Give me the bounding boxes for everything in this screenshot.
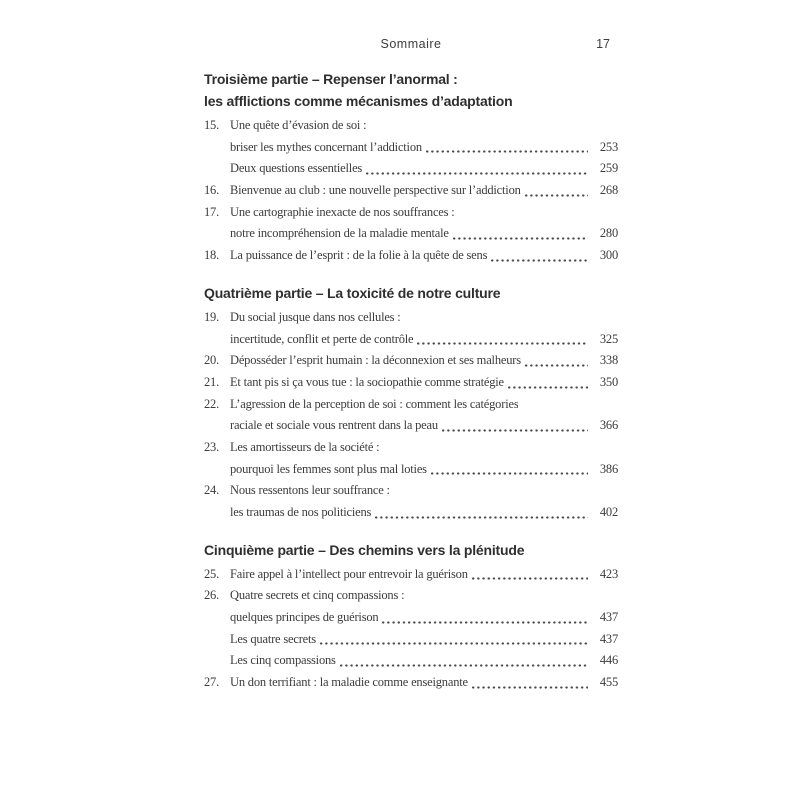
entry-page-number: 259 — [599, 161, 618, 176]
toc-section — [204, 539, 618, 694]
toc-entry — [204, 245, 618, 267]
toc-line — [204, 245, 618, 267]
toc-line — [204, 459, 618, 481]
dot-leader — [366, 158, 588, 180]
toc-entry — [204, 394, 618, 437]
entry-number — [204, 502, 230, 524]
toc-line — [204, 437, 618, 459]
toc-line — [204, 564, 618, 586]
entry-number: 26. — [204, 588, 220, 603]
toc-line — [204, 650, 618, 672]
entry-page-number: 300 — [599, 248, 618, 263]
dot-leader — [340, 650, 588, 672]
toc-line — [204, 202, 618, 224]
toc-line — [204, 307, 618, 329]
toc-line — [204, 607, 618, 629]
entry-text: Bienvenue au club : une nouvelle perspective sur l’addiction — [230, 183, 521, 198]
entry-page-number: 455 — [599, 675, 618, 690]
entry-page-number: 437 — [599, 610, 618, 625]
running-head — [204, 36, 618, 53]
entry-number: 22. — [204, 396, 220, 411]
entry-text: quelques principes de guérison — [230, 610, 379, 625]
toc-entry — [204, 564, 618, 586]
entry-number: 23. — [204, 439, 220, 454]
entry-number — [204, 607, 230, 629]
dot-leader — [525, 180, 588, 202]
entry-text: Faire appel à l’intellect pour entrevoir la guérison — [230, 566, 468, 581]
entry-page-number: 386 — [599, 461, 618, 476]
entry-text: Une cartographie inexacte de nos souffrances : — [230, 204, 455, 219]
dot-leader — [442, 415, 588, 437]
section-heading — [204, 539, 618, 561]
entry-number — [204, 629, 230, 651]
entry-number — [204, 137, 230, 159]
entry-page-number: 253 — [599, 139, 618, 154]
entry-text: briser les mythes concernant l’addiction — [230, 139, 422, 154]
toc-line — [204, 350, 618, 372]
dot-leader — [525, 350, 588, 372]
entry-number: 20. — [204, 353, 220, 368]
dot-leader — [453, 223, 588, 245]
toc-line — [204, 502, 618, 524]
entry-text: Et tant pis si ça vous tue : la sociopathie comme stratégie — [230, 374, 504, 389]
toc-line — [204, 394, 618, 416]
page-content — [204, 36, 618, 694]
toc-entry — [204, 585, 618, 672]
dot-leader — [382, 607, 588, 629]
entry-text: Les amortisseurs de la société : — [230, 439, 380, 454]
section-heading-line: Cinquième partie – Des chemins vers la plénitude — [204, 541, 525, 558]
toc-entry — [204, 180, 618, 202]
toc-section — [204, 68, 618, 267]
dot-leader — [491, 245, 588, 267]
entry-number: 16. — [204, 183, 220, 198]
toc-line — [204, 223, 618, 245]
toc-entry — [204, 115, 618, 180]
toc-entry — [204, 480, 618, 523]
entry-text: L’agression de la perception de soi : comment les catégories — [230, 396, 519, 411]
dot-leader — [508, 372, 588, 394]
section-heading — [204, 68, 618, 112]
toc-entry — [204, 372, 618, 394]
entry-text: Du social jusque dans nos cellules : — [230, 309, 401, 324]
toc-entry — [204, 202, 618, 245]
entry-page-number: 280 — [599, 226, 618, 241]
entry-page-number: 350 — [599, 374, 618, 389]
entry-number: 27. — [204, 675, 220, 690]
toc-entry — [204, 437, 618, 480]
toc-line — [204, 585, 618, 607]
toc-line — [204, 329, 618, 351]
toc-entry — [204, 672, 618, 694]
entry-text: les traumas de nos politiciens — [230, 505, 372, 519]
entry-number: 25. — [204, 566, 220, 581]
entry-page-number: 437 — [599, 631, 618, 646]
toc-line — [204, 158, 618, 180]
entry-text: Un don terrifiant : la maladie comme enseignante — [230, 675, 468, 690]
toc-section — [204, 282, 618, 524]
entry-page-number: 446 — [599, 653, 618, 668]
dot-leader — [320, 629, 588, 651]
entry-page-number: 338 — [599, 353, 618, 368]
entry-page-number: 366 — [599, 418, 618, 433]
entry-number: 15. — [204, 118, 220, 132]
toc-line — [204, 672, 618, 694]
entry-page-number: 423 — [599, 566, 618, 581]
toc-line — [204, 415, 618, 437]
entry-number: 18. — [204, 248, 220, 263]
entry-text: raciale et sociale vous rentrent dans la peau — [230, 418, 438, 433]
dot-leader — [375, 502, 588, 524]
toc-line — [204, 137, 618, 159]
toc — [204, 68, 618, 694]
section-heading — [204, 282, 618, 304]
entry-text: Les cinq compassions — [230, 653, 336, 668]
entry-number — [204, 223, 230, 245]
dot-leader — [431, 459, 588, 481]
entry-text: Quatre secrets et cinq compassions : — [230, 588, 405, 603]
entry-text: pourquoi les femmes sont plus mal loties — [230, 461, 427, 476]
entry-number — [204, 650, 230, 672]
entry-text: incertitude, conflit et perte de contrôle — [230, 331, 414, 346]
folio-page-number: 17 — [596, 37, 610, 51]
entry-number: 17. — [204, 204, 220, 219]
toc-line — [204, 115, 618, 137]
toc-line — [204, 180, 618, 202]
entry-number — [204, 329, 230, 351]
entry-number: 19. — [204, 309, 220, 324]
entry-number — [204, 459, 230, 481]
dot-leader — [472, 564, 588, 586]
toc-entry — [204, 350, 618, 372]
entry-text: Déposséder l’esprit humain : la déconnexion et ses malheurs — [230, 353, 521, 368]
dot-leader — [472, 672, 588, 694]
entry-number — [204, 415, 230, 437]
entry-text: Nous ressentons leur souffrance : — [230, 483, 390, 498]
section-heading-line: Troisième partie – Repenser l’anormal : — [204, 71, 458, 87]
entry-page-number: 402 — [599, 505, 618, 519]
entry-text: notre incompréhension de la maladie mentale — [230, 226, 449, 241]
toc-entry — [204, 307, 618, 350]
dot-leader — [426, 137, 588, 159]
entry-text: Deux questions essentielles — [230, 161, 363, 176]
entry-number: 24. — [204, 483, 220, 498]
toc-line — [204, 372, 618, 394]
dot-leader — [417, 329, 588, 351]
entry-text: Les quatre secrets — [230, 631, 316, 646]
section-heading-line: les afflictions comme mécanismes d’adaptation — [204, 93, 513, 109]
page-title: Sommaire — [380, 37, 442, 51]
toc-line — [204, 480, 618, 502]
entry-number — [204, 158, 230, 180]
entry-text: Une quête d’évasion de soi : — [230, 118, 367, 132]
entry-page-number: 268 — [599, 183, 618, 198]
entry-page-number: 325 — [599, 331, 618, 346]
section-heading-line: Quatrième partie – La toxicité de notre culture — [204, 284, 501, 301]
entry-text: La puissance de l’esprit : de la folie à la quête de sens — [230, 248, 488, 263]
entry-number: 21. — [204, 374, 220, 389]
toc-line — [204, 629, 618, 651]
